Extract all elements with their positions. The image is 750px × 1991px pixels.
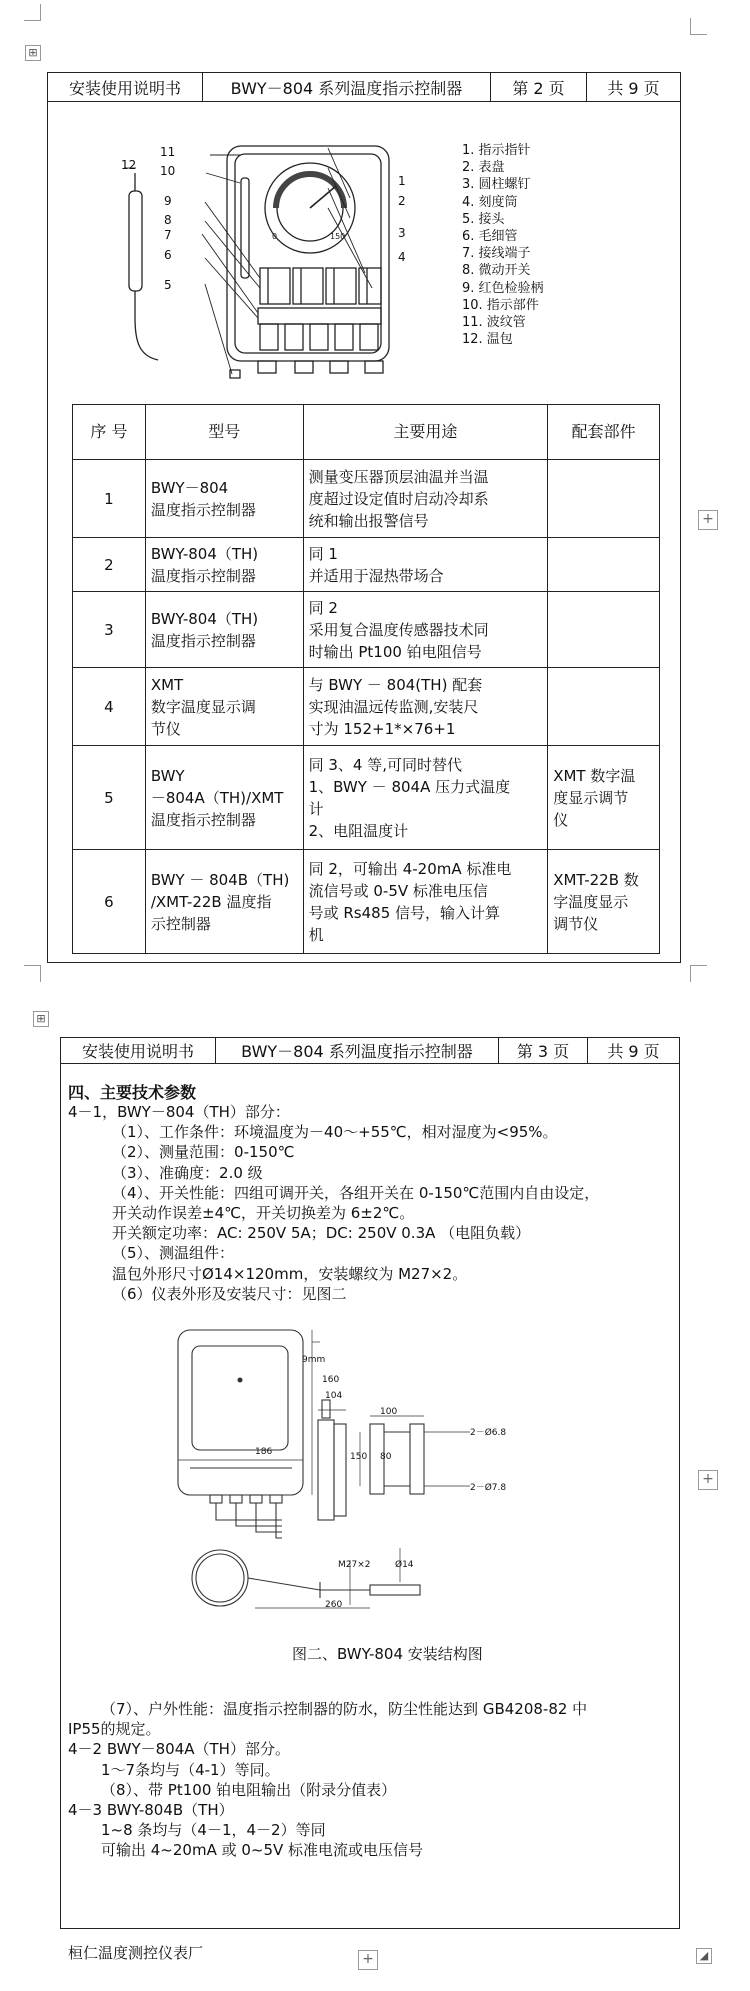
callout-6: 6 xyxy=(164,248,172,262)
text-line: 开关动作误差±4℃，开关切换差为 6±2℃。 xyxy=(112,1204,415,1223)
terminal-block xyxy=(258,308,381,350)
cell-parts xyxy=(548,668,660,746)
controller-structure-drawing xyxy=(110,138,430,398)
header-page-number: 第 2 页 xyxy=(491,73,587,101)
cell-model: XMT 数字温度显示调 节仪 xyxy=(145,668,303,746)
header-product: BWY－804 系列温度指示控制器 xyxy=(203,73,491,101)
text-line: 4－2 BWY－804A（TH）部分。 xyxy=(68,1740,290,1759)
page-corner-mark xyxy=(690,18,707,35)
cell-no: 2 xyxy=(73,538,146,592)
cell-no: 6 xyxy=(73,850,146,954)
cell-use: 同 2 采用复合温度传感器技术同 时输出 Pt100 铂电阻信号 xyxy=(303,592,548,668)
table-move-handle[interactable]: ⊞ xyxy=(25,45,41,61)
table-row xyxy=(73,538,660,592)
header-doc-title: 安装使用说明书 xyxy=(48,73,203,101)
text-line: 1~8 条均与（4－1，4－2）等同 xyxy=(101,1821,326,1840)
legend-item: 9. 红色检验柄 xyxy=(462,280,544,296)
capillary-coil xyxy=(192,1550,248,1606)
text-line: （1）、工作条件：环境温度为－40～+55℃，相对湿度为<95%。 xyxy=(112,1123,558,1142)
legend-item: 12. 温包 xyxy=(462,332,513,348)
cell-no: 3 xyxy=(73,592,146,668)
page-corner-mark xyxy=(24,4,41,21)
cell-use: 同 2，可输出 4-20mA 标准电 流信号或 0-5V 标准电压信 号或 Rs485 信号，输入计算 机 xyxy=(303,850,548,954)
side-view xyxy=(318,1420,334,1520)
callout-9: 9 xyxy=(164,194,172,208)
legend-item: 6. 毛细管 xyxy=(462,229,518,245)
add-row-button[interactable]: + xyxy=(358,1950,378,1970)
callout-5: 5 xyxy=(164,278,172,292)
text-line: （6）仪表外形及安装尺寸：见图二 xyxy=(112,1284,347,1303)
cell-parts: XMT 数字温 度显示调节 仪 xyxy=(548,746,660,850)
table-move-handle[interactable]: ⊞ xyxy=(33,1011,49,1027)
legend-item: 4. 刻度筒 xyxy=(462,194,518,210)
page-corner-mark xyxy=(24,965,41,982)
header-page-total: 共 9 页 xyxy=(607,1042,660,1061)
dim-bracket-150: 150 xyxy=(350,1452,368,1462)
text-line: IP55的规定。 xyxy=(68,1720,161,1739)
cell-parts: XMT-22B 数 字温度显示 调节仪 xyxy=(548,850,660,954)
legend-item: 11. 波纹管 xyxy=(462,315,526,331)
cell-parts xyxy=(548,538,660,592)
text-line: 4－3 BWY-804B（TH） xyxy=(68,1801,234,1820)
callout-2: 2 xyxy=(398,194,406,208)
callout-7: 7 xyxy=(164,228,172,242)
table-row xyxy=(73,460,660,538)
capillary-tube xyxy=(135,291,158,360)
text-line: 4－1，BWY－804（TH）部分： xyxy=(68,1103,290,1121)
legend-item: 3. 圆柱螺钉 xyxy=(462,177,531,193)
col-header-model: 型号 xyxy=(145,405,303,460)
spec-text-block-2 xyxy=(68,1699,587,1861)
col-header-no: 序 号 xyxy=(73,405,146,460)
legend-item: 5. 接头 xyxy=(462,211,505,227)
dim-length-260: 260 xyxy=(325,1600,343,1610)
cell-model: BWY-804（TH) 温度指示控制器 xyxy=(145,592,303,668)
legend-item: 1. 指示指针 xyxy=(462,143,531,158)
callout-4: 4 xyxy=(398,250,406,264)
add-row-button[interactable]: + xyxy=(698,510,718,530)
cell-parts xyxy=(548,592,660,668)
micro-switches xyxy=(260,268,381,304)
col-header-parts: 配套部件 xyxy=(548,405,660,460)
cell-use: 与 BWY － 804(TH) 配套 实现油温远传监测,安装尺 寸为 152+1*×76+1 xyxy=(303,668,548,746)
callout-3: 3 xyxy=(398,226,406,240)
dim-width-186: 186 xyxy=(255,1447,273,1457)
header-page-number: 第 3 页 xyxy=(499,1038,588,1063)
installation-drawing xyxy=(170,1320,550,1620)
table-row xyxy=(73,592,660,668)
callout-10: 10 xyxy=(160,164,176,178)
dim-bracket-100: 100 xyxy=(380,1407,398,1417)
text-line: （5）、测温组件： xyxy=(112,1244,235,1263)
parts-legend xyxy=(462,142,544,348)
dim-hole-78: 2－Ø7.8 xyxy=(470,1483,507,1493)
header-doc-title: 安装使用说明书 xyxy=(61,1038,216,1063)
dim-diameter: Ø14 xyxy=(395,1560,414,1570)
figure-caption: 图二、BWY-804 安装结构图 xyxy=(292,1645,483,1663)
cell-model: BWY-804（TH) 温度指示控制器 xyxy=(145,538,303,592)
footer-company: 桓仁温度测控仪表厂 xyxy=(68,1944,204,1962)
cell-parts xyxy=(548,460,660,538)
cell-model: BWY －804A（TH)/XMT 温度指示控制器 xyxy=(145,746,303,850)
callout-12: 12 xyxy=(121,158,137,172)
cell-use: 同 3、4 等,可同时替代 1、BWY － 804A 压力式温度 计 2、电阻温度计 xyxy=(303,746,548,850)
legend-item: 2. 表盘 xyxy=(462,160,505,176)
add-row-button[interactable]: + xyxy=(698,1470,718,1490)
dim-height-label: 160 xyxy=(322,1375,340,1385)
spec-text-block xyxy=(68,1102,599,1304)
cell-no: 1 xyxy=(73,460,146,538)
text-line: 1～7条均与（4-1）等同。 xyxy=(101,1760,280,1779)
dim-hole-68: 2－Ø6.8 xyxy=(470,1428,507,1438)
page-corner-mark xyxy=(690,965,707,982)
col-header-use: 主要用途 xyxy=(303,405,548,460)
text-line: （4）、开关性能：四组可调开关，各组开关在 0-150℃范围内自由设定， xyxy=(112,1183,600,1202)
page-header xyxy=(47,72,681,102)
cell-model: BWY－804 温度指示控制器 xyxy=(145,460,303,538)
page-header xyxy=(60,1037,680,1064)
legend-item: 8. 微动开关 xyxy=(462,263,531,279)
text-line: （7）、户外性能：温度指示控制器的防水，防尘性能达到 GB4208-82 中 xyxy=(101,1700,588,1718)
table-row xyxy=(73,746,660,850)
header-product: BWY－804 系列温度指示控制器 xyxy=(216,1038,499,1063)
cell-use: 测量变压器顶层油温并当温 度超过设定值时启动冷却系 统和输出报警信号 xyxy=(303,460,548,538)
text-line: 温包外形尺寸Ø14×120mm，安装螺纹为 M27×2。 xyxy=(112,1264,468,1283)
text-line: 可输出 4~20mA 或 0~5V 标准电流或电压信号 xyxy=(101,1841,424,1860)
header-page-total: 共 9 页 xyxy=(607,78,660,98)
front-view-case xyxy=(178,1330,303,1495)
table-header-row xyxy=(73,405,660,460)
legend-item: 7. 接线端子 xyxy=(462,246,531,262)
callout-1: 1 xyxy=(398,174,406,188)
cell-no: 4 xyxy=(73,668,146,746)
cell-no: 5 xyxy=(73,746,146,850)
product-table xyxy=(72,404,660,954)
table-row xyxy=(73,850,660,954)
bellows xyxy=(241,178,249,278)
temperature-bulb xyxy=(129,191,142,291)
table-resize-handle[interactable]: ◢ xyxy=(696,1948,712,1964)
callout-8: 8 xyxy=(164,213,172,227)
dial-text-150: 150 xyxy=(330,232,346,241)
legend-item: 10. 指示部件 xyxy=(462,297,539,313)
dim-thread: M27×2 xyxy=(338,1560,371,1570)
dim-scale: 9mm xyxy=(302,1355,326,1365)
callout-11: 11 xyxy=(160,145,176,159)
text-line: 开关额定功率：AC: 250V 5A；DC: 250V 0.3A （电阻负载） xyxy=(112,1224,531,1243)
section-title: 四、主要技术参数 xyxy=(68,1083,197,1102)
cell-model: BWY － 804B（TH) /XMT-22B 温度指 示控制器 xyxy=(145,850,303,954)
dim-bracket-80: 80 xyxy=(380,1452,392,1462)
bulb-probe xyxy=(370,1585,420,1595)
table-row xyxy=(73,668,660,746)
text-line: （2）、测量范围：0-150℃ xyxy=(112,1143,295,1162)
text-line: （3）、准确度：2.0 级 xyxy=(112,1163,263,1182)
text-line: （8）、带 Pt100 铂电阻输出（附录分值表） xyxy=(101,1780,397,1799)
dial-text-0: 0 xyxy=(272,232,278,241)
dim-depth-104: 104 xyxy=(325,1391,343,1401)
cell-use: 同 1 并适用于湿热带场合 xyxy=(303,538,548,592)
